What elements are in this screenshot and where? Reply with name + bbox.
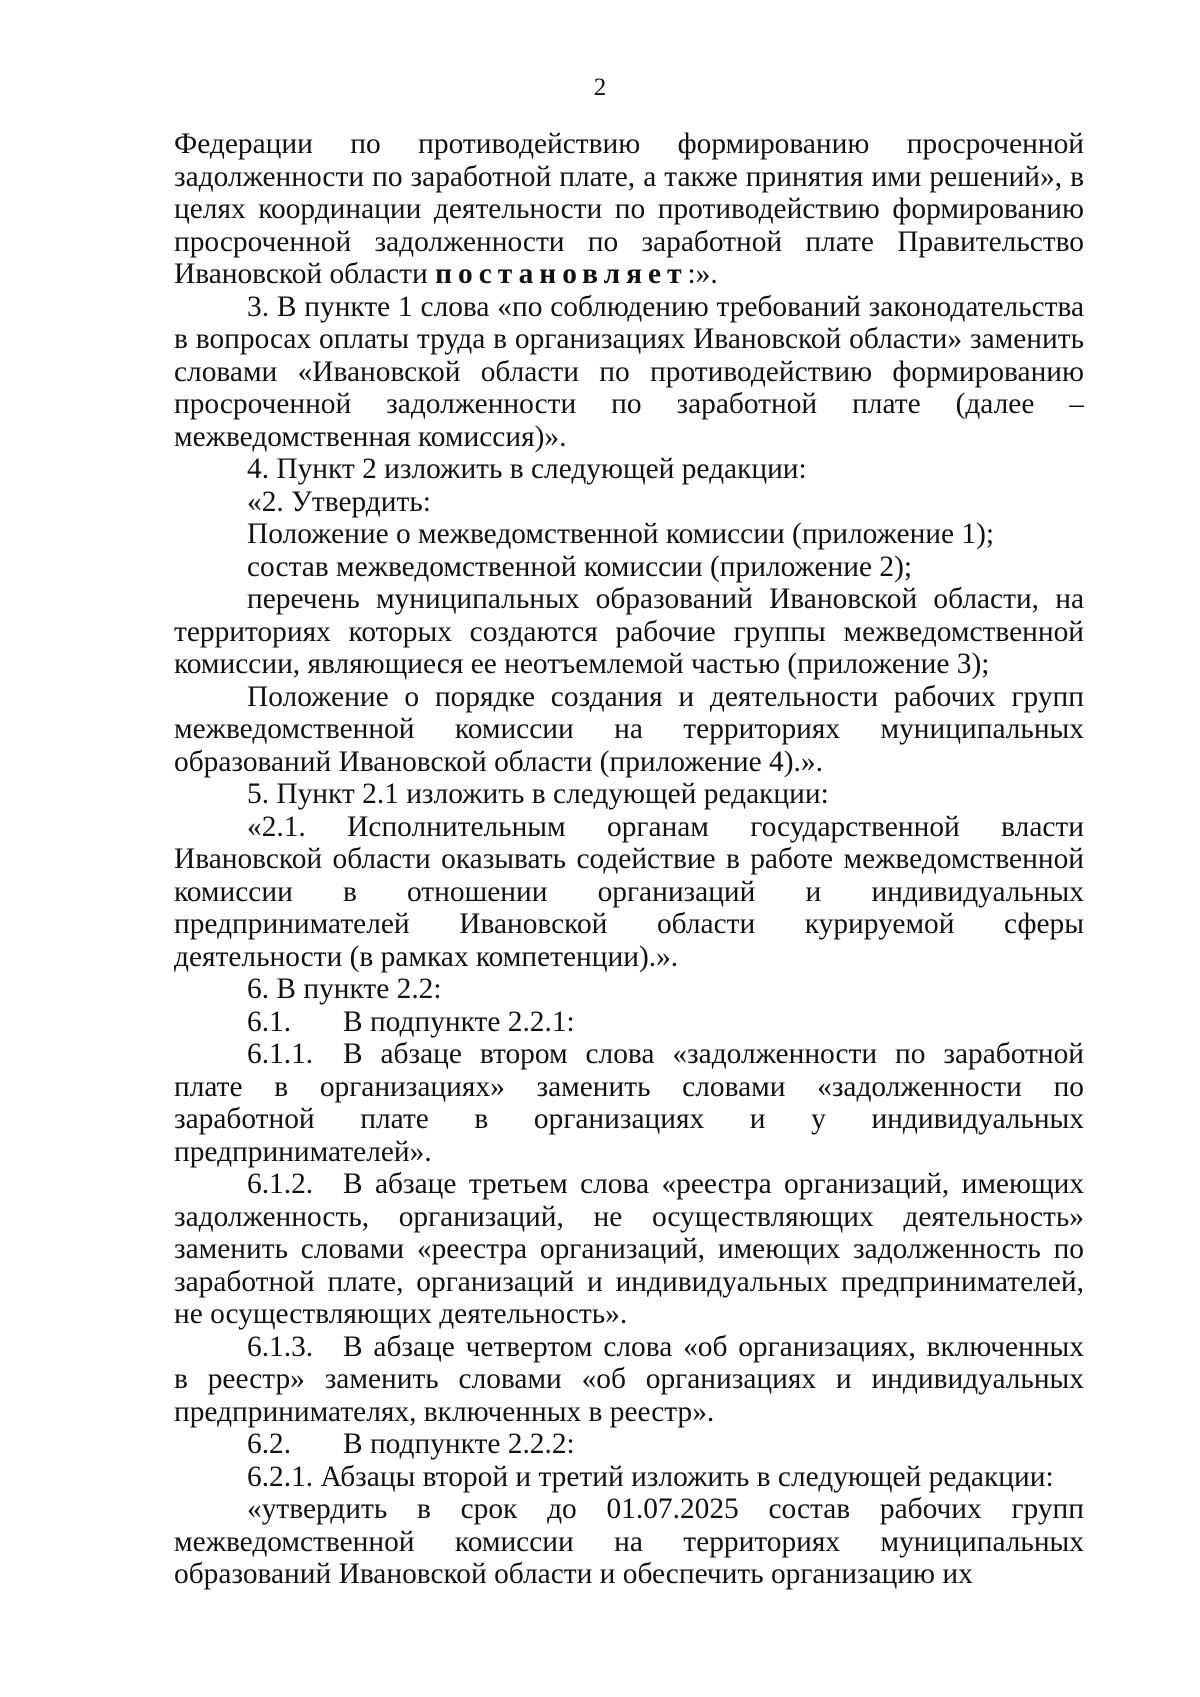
subitem-number: 6.1. <box>247 1005 292 1038</box>
paragraph-subitem-6-1-1 <box>174 1038 1084 1168</box>
subitem-text: В подпункте 2.2.1: <box>343 1005 575 1038</box>
paragraph-item-5: 5. Пункт 2.1 изложить в следующей редакции: <box>247 778 829 810</box>
paragraph-quote-approve: «2. Утвердить: <box>247 485 431 518</box>
decree-keyword: постановляет <box>435 258 688 290</box>
paragraph-list-entry: Положение о порядке создания и деятельности рабочих групп межведомственной комиссии на территориях муниципальных образований Ивановской области (приложение 4).». <box>174 680 1084 778</box>
paragraph-quote-approve-groups: «утвердить в срок до 01.07.2025 состав рабочих групп межведомственной комиссии на территориях муниципальных образований Ивановской области и обеспечить организацию их <box>174 1493 1084 1590</box>
subitem-text: В абзаце четвертом слова «об организациях, включенных в реестр» заменить словами «об организациях и индивидуальных предпринимателях, включенных в реестр». <box>174 1330 1084 1428</box>
paragraph-subitem-6-1 <box>174 1006 1084 1039</box>
paragraph-text: Федерации по противодействию формированию просроченной задолженности по заработной плате, а также принятия ими решений», в целях координации деятельности по противодействию формированию просроченной задолженности по заработной плате Правительство Ивановской области <box>174 128 1084 290</box>
subitem-number: 6.1.3. <box>247 1330 314 1363</box>
document-body <box>174 128 1084 1591</box>
subitem-text: В абзаце втором слова «задолженности по заработной плате в организациях» заменить словами «задолженности по заработной плате в организациях и у индивидуальных предпринимателей». <box>174 1038 1084 1168</box>
subitem-number: 6.1.1. <box>247 1038 314 1070</box>
subitem-text: В абзаце третьем слова «реестра организаций, имеющих задолженность, организаций, не осуществляющих деятельность» заменить словами «реестра организаций, имеющих задолженность по заработной плате, организаций и индивидуальных предпринимателей, не осуществляющих деятельность». <box>174 1168 1084 1330</box>
paragraph-list-entry: перечень муниципальных образований Ивановской области, на территориях которых создаются рабочие группы межведомственной комиссии, являющиеся ее неотъемлемой частью (приложение 3); <box>174 583 1084 680</box>
paragraph-list-entry: состав межведомственной комиссии (приложение 2); <box>247 550 913 583</box>
paragraph-subitem-6-2-1: 6.2.1. Абзацы второй и третий изложить в следующей редакции: <box>247 1460 1054 1493</box>
subitem-text: В подпункте 2.2.2: <box>343 1428 575 1460</box>
paragraph-subitem-6-1-3 <box>174 1331 1084 1429</box>
subitem-number: 6.1.2. <box>247 1168 314 1200</box>
paragraph-tail: :». <box>687 258 718 290</box>
paragraph-item-4: 4. Пункт 2 изложить в следующей редакции: <box>247 453 807 485</box>
paragraph-item-6: 6. В пункте 2.2: <box>247 973 442 1005</box>
paragraph-item-3: 3. В пункте 1 слова «по соблюдению требований законодательства в вопросах оплаты труда в организациях Ивановской области» заменить словами «Ивановской области по противодействию формированию просроченной задолженности по заработной плате (далее – межведомственная комиссия)». <box>174 290 1084 453</box>
paragraph-subitem-6-1-2 <box>174 1168 1084 1331</box>
subitem-number: 6.2. <box>247 1428 292 1460</box>
page-number: 2 <box>593 74 607 101</box>
paragraph-quote-2-1: «2.1. Исполнительным органам государственной власти Ивановской области оказывать содействие в работе межведомственной комиссии в отношении организаций и индивидуальных предпринимателей Ивановской области курируемой сферы деятельности (в рамках компетенции).». <box>174 810 1084 973</box>
paragraph-subitem-6-2 <box>174 1428 1084 1461</box>
paragraph-continuation <box>174 128 1084 291</box>
paragraph-list-entry: Положение о межведомственной комиссии (приложение 1); <box>247 518 995 550</box>
